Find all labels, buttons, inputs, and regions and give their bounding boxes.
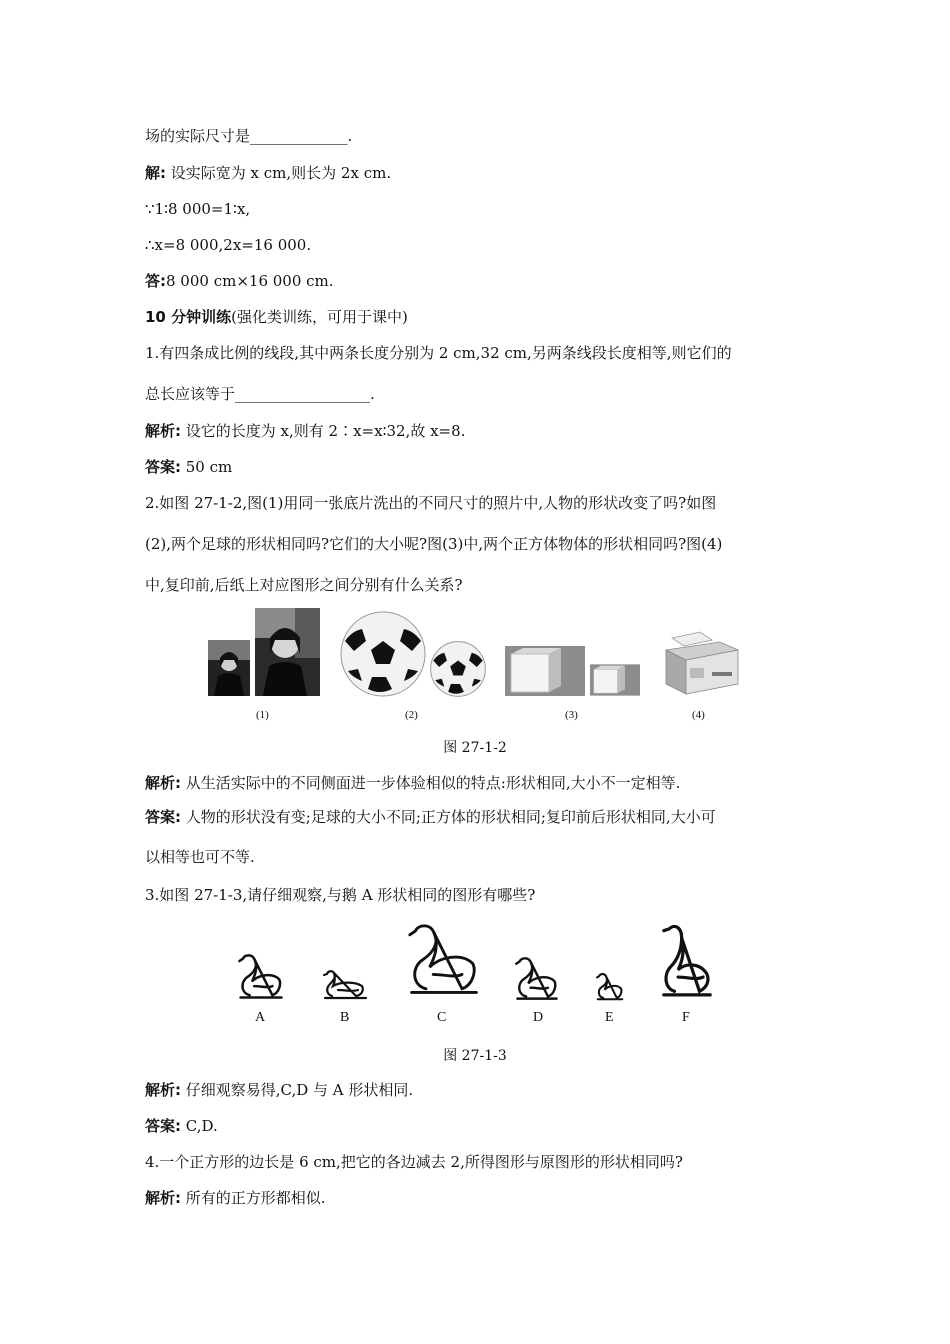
answer-line [145, 1116, 218, 1136]
analysis-text: 所有的正方形都相似. [181, 1189, 326, 1207]
figure-sublabel: (4) [692, 709, 705, 721]
section-heading [145, 307, 408, 327]
swan-c-icon [408, 918, 480, 1002]
answer-line [145, 807, 716, 827]
swan-d-icon [514, 955, 560, 1003]
analysis-line [145, 421, 465, 441]
analysis-label: 解析: [145, 422, 181, 440]
figure-sublabel: (2) [405, 709, 418, 721]
figure-sublabel: (1) [256, 709, 269, 721]
section-subtitle: (强化类训练，可用于课中) [231, 308, 408, 326]
swan-f-icon [660, 920, 714, 1002]
answer-line: 以相等也可不等. [145, 848, 255, 866]
cube-small [590, 664, 640, 696]
question-1-line: 1.有四条成比例的线段,其中两条长度分别为 2 cm,32 cm,另两条线段长度相等,则它们的 [145, 344, 732, 362]
swan-b-icon [322, 968, 368, 1002]
solution-label: 解: [145, 164, 166, 182]
swan-a-icon [238, 952, 284, 1002]
analysis-line [145, 773, 680, 793]
answer-text: 8 000 cm×16 000 cm. [166, 272, 334, 290]
solution-text: 设实际宽为 x cm,则长为 2x cm. [166, 164, 392, 182]
section-title: 10 分钟训练 [145, 308, 232, 326]
answer-text: C,D. [181, 1117, 218, 1135]
figure-sublabel: (3) [565, 709, 578, 721]
question-4-line: 4.一个正方形的边长是 6 cm,把它的各边减去 2,所得图形与原图形的形状相同吗? [145, 1153, 683, 1171]
swan-label: A [255, 1010, 266, 1025]
swan-label: F [682, 1010, 690, 1025]
text-line: ∴x=8 000,2x=16 000. [145, 236, 312, 254]
figure-caption: 图 27-1-2 [443, 740, 507, 756]
swan-label: C [437, 1010, 447, 1025]
analysis-label: 解析: [145, 1189, 181, 1207]
swan-label: E [605, 1010, 614, 1025]
analysis-text: 从生活实际中的不同侧面进一步体验相似的特点:形状相同,大小不一定相等. [181, 774, 681, 792]
answer-label: 答案: [145, 808, 181, 826]
answer-text: 人物的形状没有变;足球的大小不同;正方体的形状相同;复印前后形状相同,大小可 [181, 808, 716, 826]
analysis-text: 设它的长度为 x,则有 2∶x=x∶32,故 x=8. [181, 422, 466, 440]
figure-caption: 图 27-1-3 [443, 1048, 507, 1064]
text-line: 场的实际尺寸是_____________. [145, 127, 353, 145]
answer-label: 答案: [145, 1117, 181, 1135]
copier-icon [660, 628, 740, 696]
question-3-line: 3.如图 27-1-3,请仔细观察,与鹅 A 形状相同的图形有哪些? [145, 886, 536, 904]
answer-text: 50 cm [181, 458, 233, 476]
analysis-line [145, 1188, 326, 1208]
answer-line [145, 271, 334, 291]
text-line: ∵1∶8 000=1∶x, [145, 200, 251, 218]
answer-label: 答: [145, 272, 166, 290]
analysis-label: 解析: [145, 1081, 181, 1099]
photo-large [255, 608, 320, 696]
swan-label: B [340, 1010, 350, 1025]
analysis-line [145, 1080, 413, 1100]
photo-small [208, 640, 250, 696]
answer-line [145, 457, 232, 477]
analysis-text: 仔细观察易得,C,D 与 A 形状相同. [181, 1081, 414, 1099]
question-2-line: 2.如图 27-1-2,图(1)用同一张底片洗出的不同尺寸的照片中,人物的形状改变了吗?如图 [145, 494, 717, 512]
answer-label: 答案: [145, 458, 181, 476]
swan-e-icon [596, 972, 624, 1002]
question-2-line: 中,复印前,后纸上对应图形之间分别有什么关系? [145, 576, 463, 594]
question-1-line: 总长应该等于__________________. [145, 385, 375, 403]
soccer-ball-large [340, 611, 426, 697]
question-2-line: (2),两个足球的形状相同吗?它们的大小呢?图(3)中,两个正方体物体的形状相同吗?图(4) [145, 535, 723, 553]
soccer-ball-small [430, 641, 486, 697]
cube-large [505, 646, 585, 696]
swan-label: D [533, 1010, 544, 1025]
solution-line [145, 163, 391, 183]
analysis-label: 解析: [145, 774, 181, 792]
